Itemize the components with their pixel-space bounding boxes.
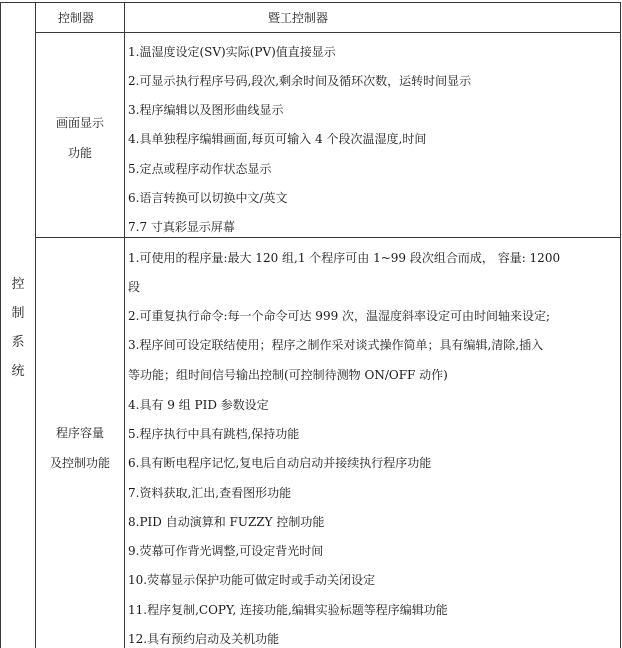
side-char: 系 <box>11 335 25 350</box>
list-item: 7.7 寸真彩显示屏幕 <box>128 220 235 234</box>
group-name-line: 功能 <box>67 146 92 160</box>
list-item: 2.可显示执行程序号码,段次,剩余时间及循环次数，运转时间显示 <box>128 74 472 88</box>
group-divider <box>35 237 620 238</box>
group-name-program <box>36 418 124 478</box>
table-right-border <box>620 2 621 648</box>
group-name-line: 及控制功能 <box>49 456 110 470</box>
header-divider <box>35 32 620 33</box>
list-item: 4.具有 9 组 PID 参数设定 <box>128 398 269 412</box>
list-item: 等功能；组时间信号输出控制(可控制待测物 ON/OFF 动作) <box>128 368 448 382</box>
list-item: 7.资料获取,汇出,查看图形功能 <box>128 486 292 500</box>
list-item: 1.温湿度设定(SV)实际(PV)值直接显示 <box>128 45 336 59</box>
table-left-border <box>0 2 1 648</box>
list-item: 12.具有预约启动及关机功能 <box>128 632 280 646</box>
list-item: 5.定点或程序动作状态显示 <box>128 162 272 176</box>
list-item: 10.荧幕显示保护功能可做定时或手动关闭设定 <box>128 573 376 587</box>
side-char: 制 <box>11 306 25 321</box>
list-item: 3.程序间可设定联结使用；程序之制作采对谈式操作简单；具有编辑,清除,插入 <box>128 338 544 352</box>
list-item: 4.具单独程序编辑画面,每页可输入 4 个段次温湿度,时间 <box>128 132 427 146</box>
side-char: 控 <box>11 277 25 292</box>
list-item: 1.可使用的程序量:最大 120 组,1 个程序可由 1~99 段次组合而成， 容量: 1200 <box>128 251 561 265</box>
col-divider-1 <box>35 2 36 648</box>
list-item: 11.程序复制,COPY, 连接功能,编辑实验标题等程序编辑功能 <box>128 603 448 617</box>
table-top-border <box>0 2 620 3</box>
group-name-line: 画面显示 <box>55 116 104 130</box>
side-label <box>8 270 28 386</box>
list-item: 8.PID 自动演算和 FUZZY 控制功能 <box>128 515 325 529</box>
list-item: 9.荧幕可作背光调整,可设定背光时间 <box>128 544 324 558</box>
list-item: 2.可重复执行命令:每一个命令可达 999 次，温湿度斜率设定可由时间轴来设定; <box>128 309 551 323</box>
col-divider-2 <box>124 2 125 648</box>
header-controller: 控制器 <box>58 11 95 25</box>
list-item: 段 <box>128 280 141 294</box>
group-name-line: 程序容量 <box>55 426 104 440</box>
list-item: 6.具有断电程序记忆,复电后自动启动并接续执行程序功能 <box>128 456 432 470</box>
group-name-display <box>36 108 124 168</box>
header-model: 暨工控制器 <box>268 11 329 25</box>
list-item: 5.程序执行中具有跳档,保持功能 <box>128 427 300 441</box>
side-char: 统 <box>11 364 25 379</box>
list-item: 3.程序编辑以及图形曲线显示 <box>128 103 284 117</box>
list-item: 6.语言转换可以切换中文/英文 <box>128 191 288 205</box>
